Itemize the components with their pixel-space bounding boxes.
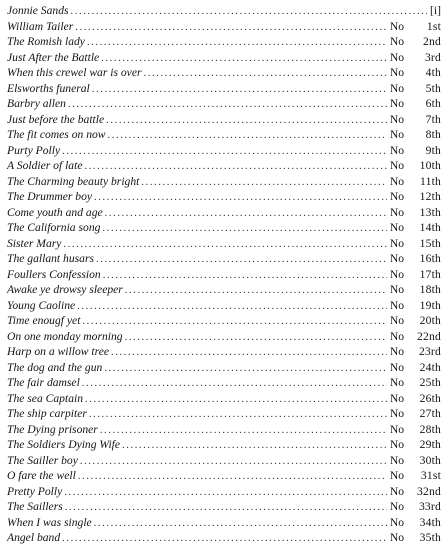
- entry-number: 22nd: [417, 329, 441, 343]
- entry-number: 5th: [425, 81, 441, 95]
- entry-number: 9th: [425, 143, 441, 157]
- entry-title: The sea Captain: [7, 391, 84, 405]
- entry-number-label: No: [389, 515, 404, 529]
- leader-dots: [62, 531, 387, 547]
- entry-number-label: No: [389, 221, 404, 234]
- entry-number-label: No: [389, 345, 404, 358]
- entry-number: 11th: [420, 174, 441, 188]
- entry-title: Angel band: [7, 531, 61, 544]
- index-entry: [7, 406, 441, 422]
- index-entry: [7, 515, 441, 531]
- entry-title: Sister Mary: [7, 236, 62, 250]
- index-entry: [7, 453, 441, 469]
- index-entry: [7, 174, 441, 190]
- leader-dots: [94, 516, 387, 532]
- entry-number-label: No: [389, 81, 404, 95]
- index-entry: [7, 34, 441, 50]
- entry-number-label: No: [389, 531, 404, 544]
- index-entry: [7, 437, 441, 453]
- entry-title: Young Caoline: [7, 298, 76, 312]
- index-entry: [7, 468, 441, 484]
- entry-title: The Saillers: [7, 500, 63, 513]
- entry-number-label: No: [389, 112, 404, 126]
- leader-dots: [96, 252, 387, 268]
- entry-title: Time enougf yet: [7, 314, 81, 327]
- entry-title: Come youth and age: [7, 205, 103, 219]
- leader-dots: [144, 66, 387, 82]
- entry-number: 29th: [419, 438, 441, 451]
- entry-number-label: No: [389, 143, 404, 157]
- entry-title: Just before the battle: [7, 112, 105, 126]
- leader-dots: [125, 283, 387, 299]
- entry-number-label: No: [389, 314, 404, 327]
- entry-number: 30th: [419, 453, 441, 467]
- entry-number: 33rd: [418, 500, 441, 513]
- entry-title: The fair damsel: [7, 376, 80, 389]
- entry-title: Foullers Confession: [7, 267, 101, 281]
- entry-number-label: No: [389, 329, 404, 343]
- index-entry: [7, 143, 441, 159]
- leader-dots: [105, 206, 387, 222]
- leader-dots: [103, 268, 387, 284]
- entry-number: 26th: [419, 391, 441, 405]
- entry-number: 32nd: [417, 484, 441, 498]
- entry-title: When this crewel war is over: [7, 66, 142, 79]
- entry-number: 14th: [419, 221, 441, 234]
- entry-number-label: No: [389, 469, 404, 482]
- entry-title: Jonnie Sands: [7, 4, 69, 17]
- index-entry: [7, 65, 441, 81]
- leader-dots: [108, 128, 387, 144]
- entry-number: 4th: [425, 66, 441, 79]
- entry-number: 6th: [425, 97, 441, 110]
- leader-dots: [75, 20, 387, 36]
- entry-title: The fit comes on now: [7, 128, 106, 141]
- entry-title: The Drummer boy: [7, 190, 93, 203]
- entry-title: The California song: [7, 221, 101, 234]
- entry-number: 25th: [419, 376, 441, 389]
- index-entry-list: [7, 19, 441, 546]
- entry-title: The Sailler boy: [7, 453, 78, 467]
- entry-number-label: No: [389, 360, 404, 374]
- entry-title: The Romish lady: [7, 35, 85, 48]
- entry-number: 13th: [419, 205, 441, 219]
- index-entry: [7, 127, 441, 143]
- entry-number: 24th: [419, 360, 441, 374]
- index-entry: [7, 189, 441, 205]
- leader-dots: [111, 345, 387, 361]
- entry-number-label: No: [389, 50, 404, 64]
- entry-number: 31st: [420, 469, 441, 482]
- entry-title: The dog and the gun: [7, 360, 103, 374]
- index-entry: [7, 81, 441, 97]
- entry-number-label: No: [389, 35, 404, 48]
- entry-title: The Dying prisoner: [7, 422, 98, 436]
- entry-title: Elsworths funeral: [7, 81, 90, 95]
- leader-dots: [65, 500, 387, 516]
- leader-dots: [122, 438, 387, 454]
- entry-number-label: No: [389, 391, 404, 405]
- entry-number: 16th: [419, 252, 441, 265]
- leader-dots: [85, 392, 387, 408]
- entry-number: 18th: [419, 283, 441, 296]
- index-entry: [7, 158, 441, 174]
- entry-title: Harp on a willow tree: [7, 345, 109, 358]
- index-entry: [7, 298, 441, 314]
- entry-number: [i]: [430, 4, 441, 17]
- entry-number: 17th: [419, 267, 441, 281]
- index-entry: [7, 267, 441, 283]
- entry-number-label: No: [389, 97, 404, 110]
- leader-dots: [64, 485, 387, 501]
- leader-dots: [101, 51, 387, 67]
- leader-dots: [106, 113, 387, 129]
- index-entry-first: [7, 3, 441, 19]
- entry-number: 3rd: [424, 50, 441, 64]
- leader-dots: [63, 237, 386, 253]
- entry-number-label: No: [389, 267, 404, 281]
- index-entry: [7, 96, 441, 112]
- leader-dots: [102, 221, 386, 237]
- entry-number-label: No: [389, 484, 404, 498]
- leader-dots: [62, 144, 387, 160]
- entry-number-label: No: [389, 422, 404, 436]
- index-entry: [7, 484, 441, 500]
- leader-dots: [141, 175, 386, 191]
- leader-dots: [94, 190, 387, 206]
- entry-number: 1st: [426, 19, 441, 33]
- entry-number-label: No: [389, 407, 404, 420]
- entry-number-label: No: [389, 128, 404, 141]
- entry-title: William Tailer: [7, 19, 74, 33]
- leader-dots: [104, 361, 387, 377]
- leader-dots: [80, 454, 387, 470]
- leader-dots: [92, 82, 387, 98]
- entry-number: 15th: [419, 236, 441, 250]
- index-entry: [7, 344, 441, 360]
- leader-dots: [82, 376, 387, 392]
- index-entry: [7, 375, 441, 391]
- entry-number-label: No: [389, 236, 404, 250]
- entry-number-label: No: [389, 376, 404, 389]
- entry-number: 2nd: [423, 35, 441, 48]
- entry-number-label: No: [389, 66, 404, 79]
- index-entry: [7, 313, 441, 329]
- entry-title: The Soldiers Dying Wife: [7, 438, 121, 451]
- entry-number-label: No: [389, 174, 404, 188]
- entry-title: Just After the Battle: [7, 50, 100, 64]
- index-entry: [7, 499, 441, 515]
- index-entry: [7, 282, 441, 298]
- index-entry: [7, 391, 441, 407]
- entry-title: The Charming beauty bright: [7, 174, 140, 188]
- index-entry: [7, 530, 441, 546]
- entry-title: Pretty Polly: [7, 484, 63, 498]
- entry-title: When I was single: [7, 515, 92, 529]
- entry-number-label: No: [389, 159, 404, 172]
- entry-number-label: No: [389, 438, 404, 451]
- index-entry: [7, 50, 441, 66]
- entry-number: 34th: [419, 515, 441, 529]
- entry-number: 23rd: [418, 345, 441, 358]
- entry-number-label: No: [389, 283, 404, 296]
- entry-title: The ship carpiter: [7, 407, 87, 420]
- index-entry: [7, 19, 441, 35]
- entry-number: 7th: [425, 112, 441, 126]
- entry-title: The gallant husars: [7, 252, 94, 265]
- entry-number-label: No: [389, 252, 404, 265]
- leader-dots: [71, 4, 428, 20]
- entry-number-label: No: [389, 298, 404, 312]
- entry-number-label: No: [389, 500, 404, 513]
- entry-number: 10th: [419, 159, 441, 172]
- index-entry: [7, 112, 441, 128]
- entry-number: 35th: [419, 531, 441, 544]
- entry-title: O fare the well: [7, 469, 76, 482]
- leader-dots: [89, 407, 387, 423]
- index-entry: [7, 236, 441, 252]
- leader-dots: [84, 159, 386, 175]
- entry-title: Awake ye drowsy sleeper: [7, 283, 123, 296]
- entry-number: 8th: [425, 128, 441, 141]
- leader-dots: [125, 330, 387, 346]
- leader-dots: [87, 35, 387, 51]
- index-entry: [7, 220, 441, 236]
- entry-number-label: No: [389, 453, 404, 467]
- entry-number: 12th: [419, 190, 441, 203]
- entry-title: Barbry allen: [7, 97, 66, 110]
- leader-dots: [77, 299, 387, 315]
- entry-number: 27th: [419, 407, 441, 420]
- leader-dots: [68, 97, 387, 113]
- entry-title: A Soldier of late: [7, 159, 83, 172]
- leader-dots: [100, 423, 387, 439]
- leader-dots: [82, 314, 386, 330]
- index-entry: [7, 422, 441, 438]
- entry-number-label: No: [389, 190, 404, 203]
- index-entry: [7, 329, 441, 345]
- entry-title: On one monday morning: [7, 329, 123, 343]
- entry-number: 20th: [419, 314, 441, 327]
- index-entry: [7, 360, 441, 376]
- entry-number: 28th: [419, 422, 441, 436]
- entry-number-label: No: [389, 19, 404, 33]
- entry-number-label: No: [389, 205, 404, 219]
- entry-title: Purty Polly: [7, 143, 61, 157]
- index-entry: [7, 205, 441, 221]
- entry-number: 19th: [419, 298, 441, 312]
- leader-dots: [78, 469, 387, 485]
- index-entry: [7, 251, 441, 267]
